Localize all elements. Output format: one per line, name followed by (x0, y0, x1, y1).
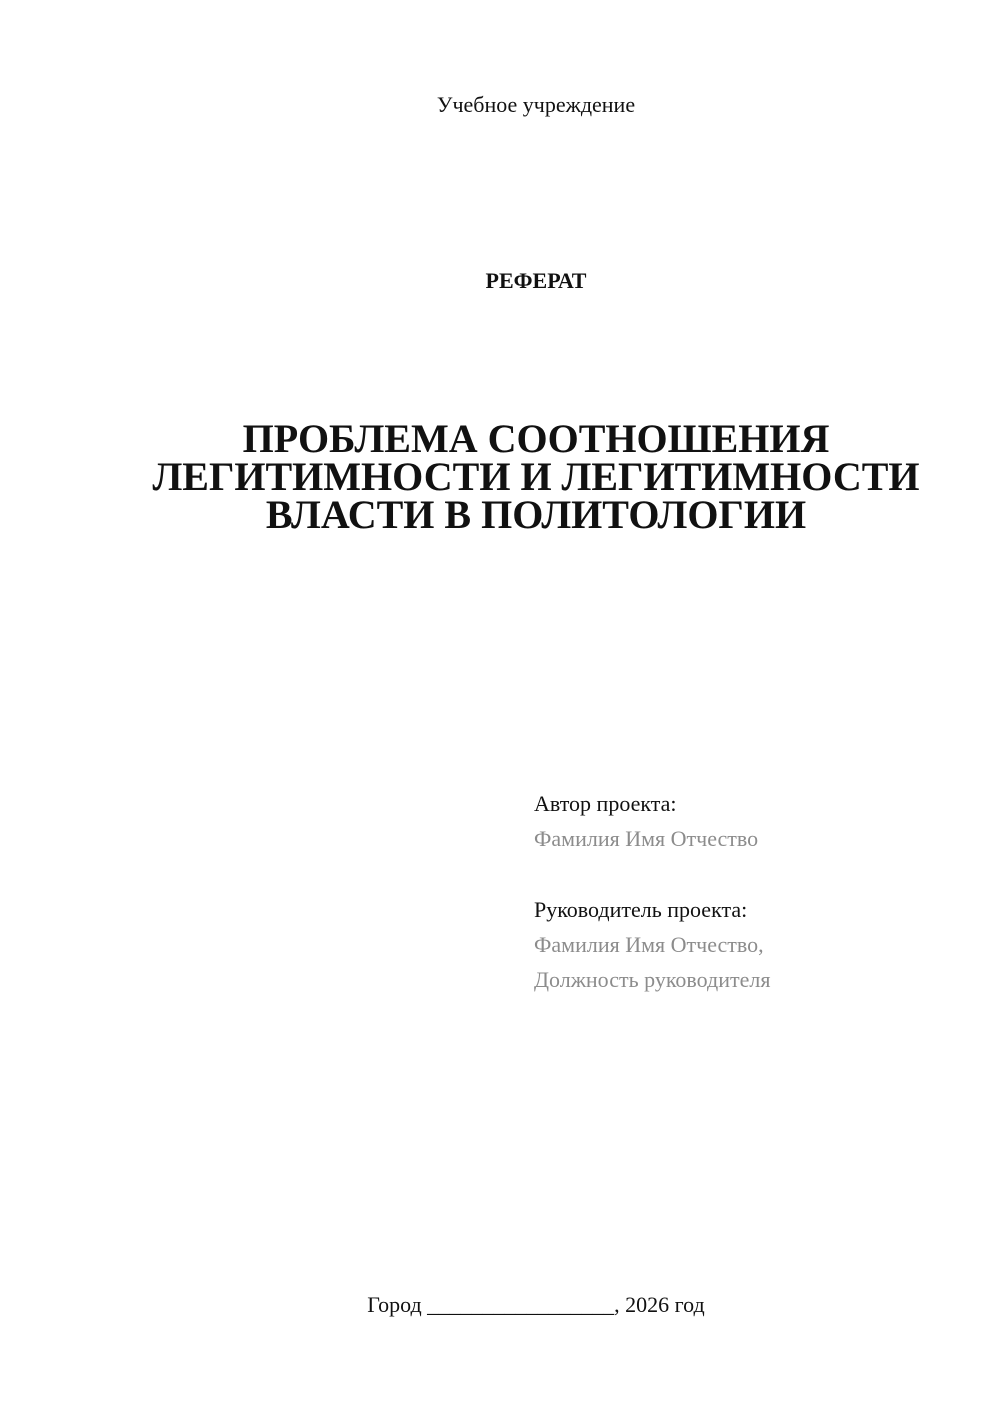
supervisor-label: Руководитель проекта: (534, 897, 748, 922)
supervisor-position: Должность руководителя (534, 967, 771, 992)
author-label: Автор проекта: (534, 791, 677, 816)
spacer (534, 856, 770, 892)
supervisor-name: Фамилия Имя Отчество, (534, 932, 764, 957)
title-line: ПРОБЛЕМА СООТНОШЕНИЯ (242, 416, 830, 461)
title-line: ВЛАСТИ В ПОЛИТОЛОГИИ (265, 492, 807, 537)
project-info (534, 786, 770, 997)
city-year-line: Город _________________, 2026 год (367, 1292, 705, 1317)
institution-name: Учебное учреждение (436, 92, 636, 117)
author-name: Фамилия Имя Отчество (534, 826, 759, 851)
document-type: РЕФЕРАТ (485, 268, 587, 293)
document-title (0, 416, 1000, 537)
title-line: ЛЕГИТИМНОСТИ И ЛЕГИТИМНОСТИ (152, 454, 920, 499)
